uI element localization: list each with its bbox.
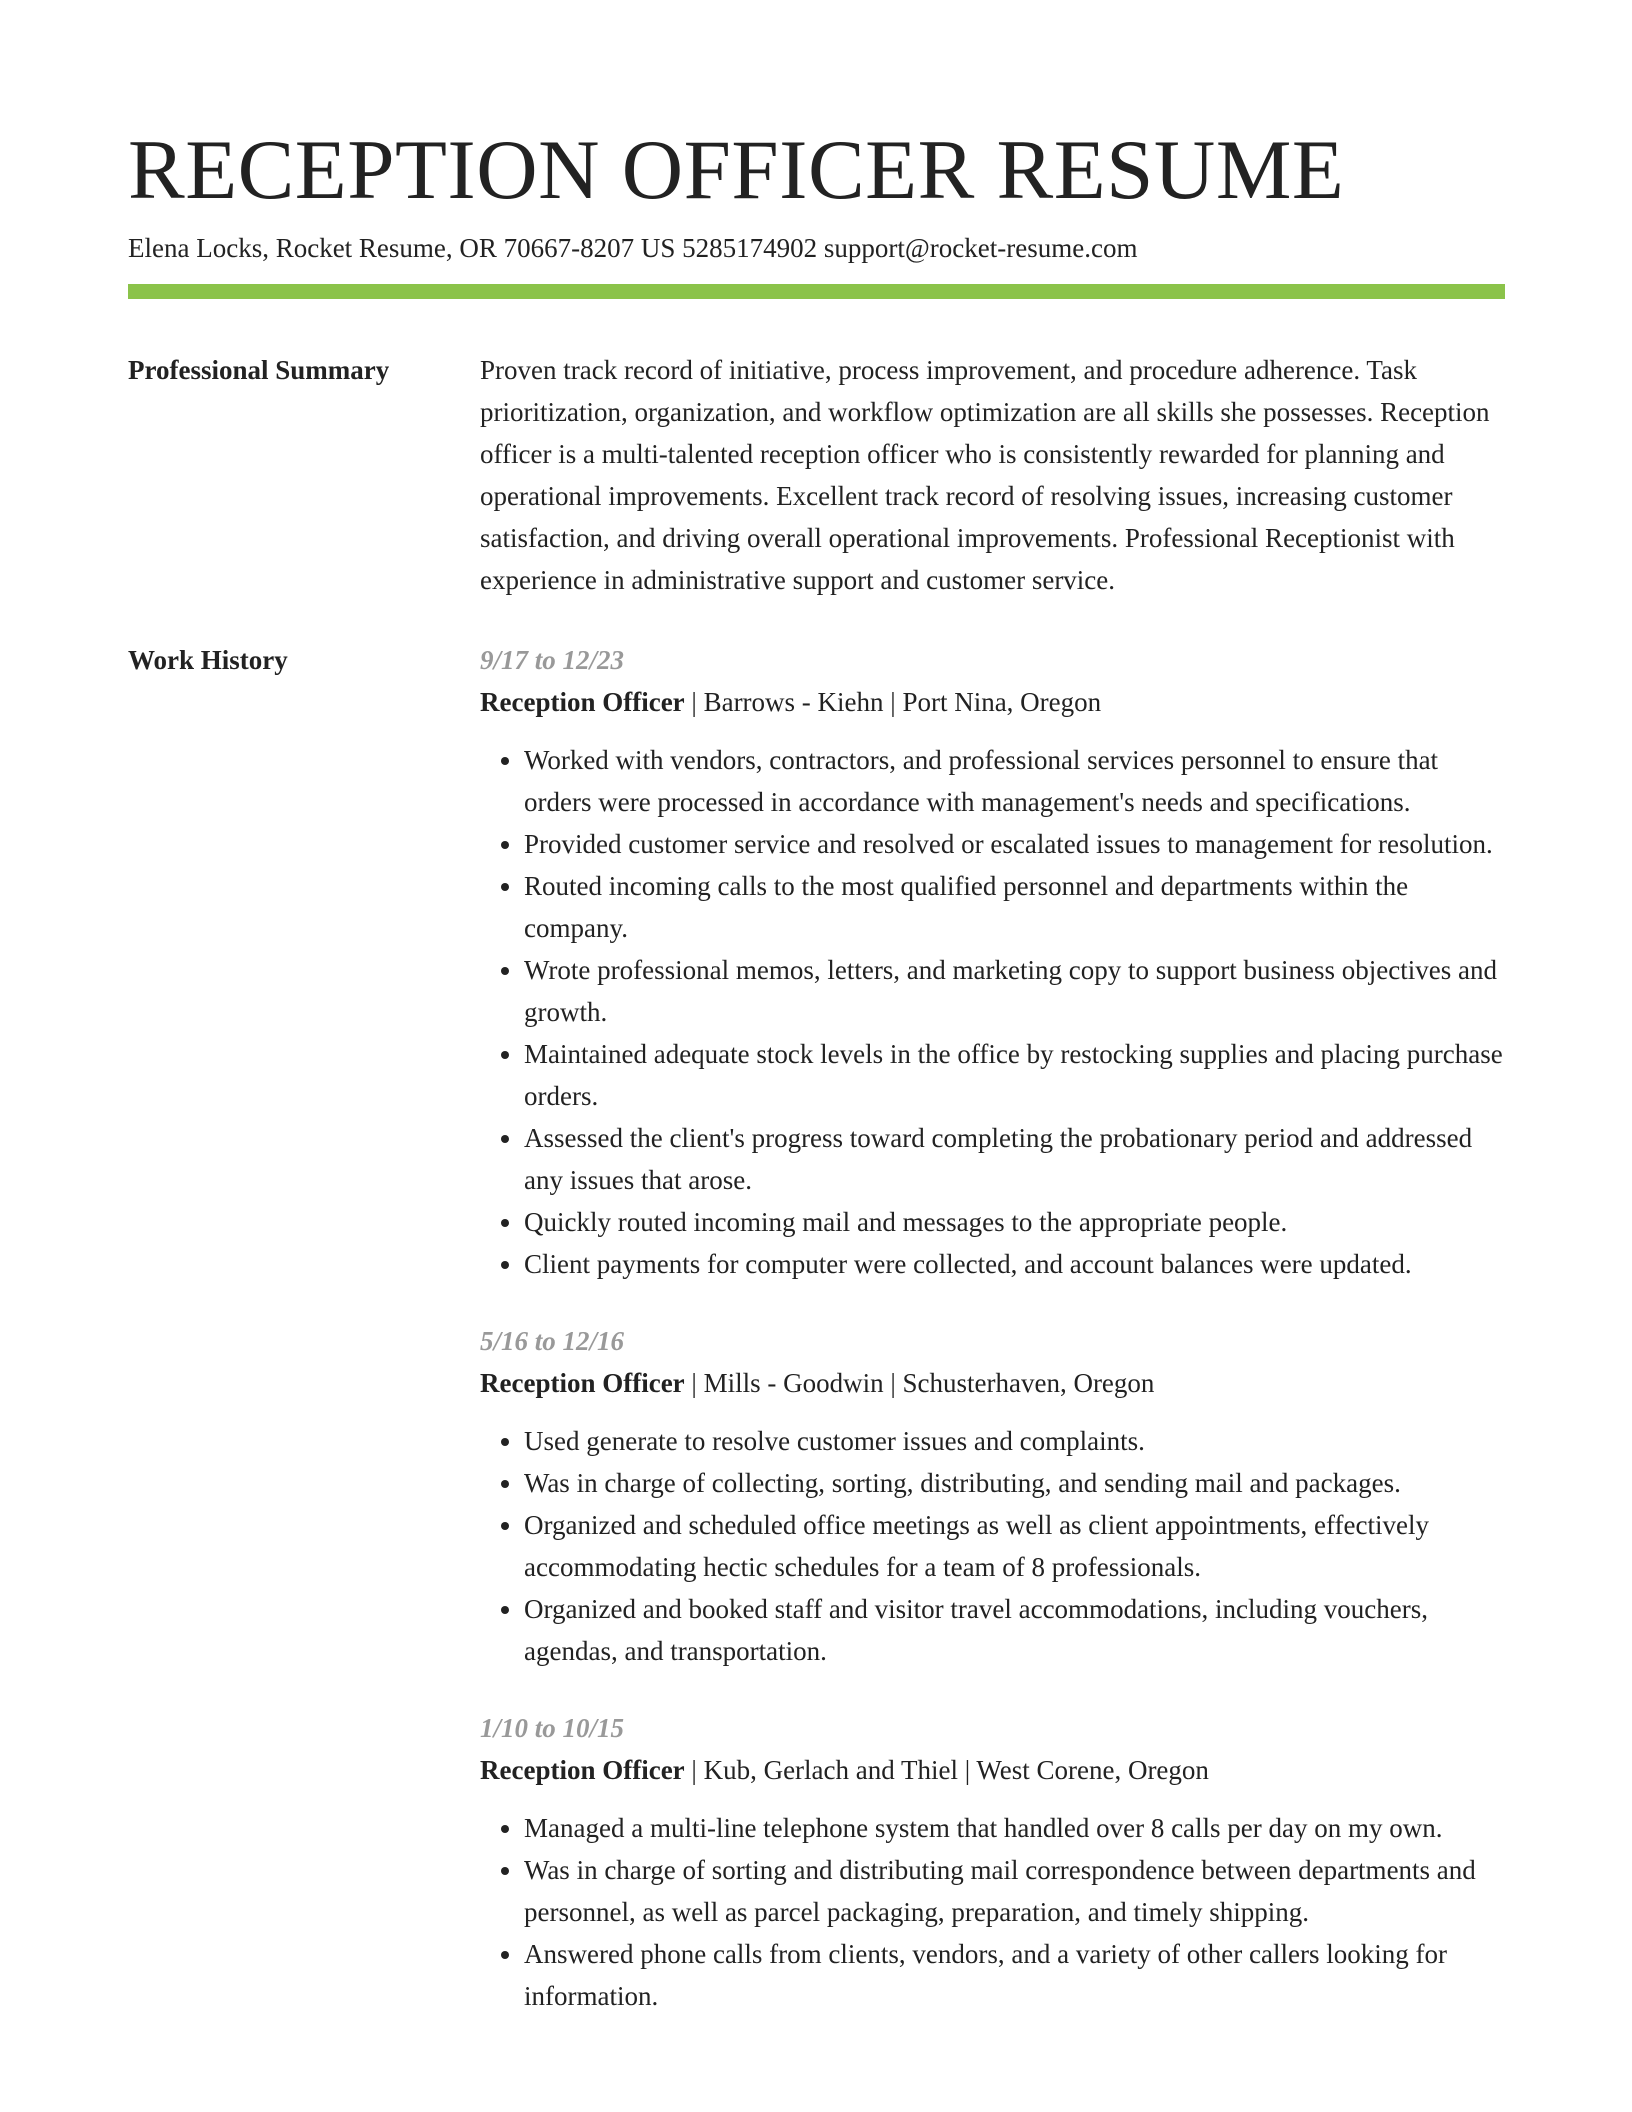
job-bullet: • Client payments for computer were collected, and account balances were updated. [524, 1243, 1505, 1285]
job-details: | Kub, Gerlach and Thiel | West Corene, Oregon [684, 1755, 1209, 1785]
accent-divider [128, 284, 1505, 299]
work-history-list [480, 639, 1505, 2052]
job-entry [480, 1707, 1505, 2017]
job-bullet: • Organized and booked staff and visitor travel accommodations, including vouchers, agendas, and transportation. [524, 1588, 1505, 1672]
work-history-section [128, 639, 1505, 2052]
job-bullet: • Provided customer service and resolved or escalated issues to management for resolution. [524, 823, 1505, 865]
job-heading [480, 1749, 1505, 1791]
job-dates: 5/16 to 12/16 [480, 1326, 625, 1356]
job-bullet: • Organized and scheduled office meetings as well as client appointments, effectively accommodating hectic schedules for a team of 8 professionals. [524, 1504, 1505, 1588]
contact-line: Elena Locks, Rocket Resume, OR 70667-8207 US 5285174902 support@rocket-resume.com [128, 233, 1138, 263]
job-bullet: • Was in charge of collecting, sorting, distributing, and sending mail and packages. [524, 1462, 1505, 1504]
job-title: Reception Officer [480, 1755, 685, 1785]
job-bullet-list [480, 1420, 1505, 1672]
job-bullet: • Quickly routed incoming mail and messages to the appropriate people. [524, 1201, 1505, 1243]
job-details: | Barrows - Kiehn | Port Nina, Oregon [684, 687, 1102, 717]
job-bullet: • Maintained adequate stock levels in the office by restocking supplies and placing purchase orders. [524, 1033, 1505, 1117]
job-heading [480, 1362, 1505, 1404]
job-bullet: • Was in charge of sorting and distributing mail correspondence between departments and personnel, as well as parcel packaging, preparation, and timely shipping. [524, 1849, 1505, 1933]
job-title: Reception Officer [480, 1368, 685, 1398]
job-entry [480, 639, 1505, 1285]
job-bullet: • Wrote professional memos, letters, and marketing copy to support business objectives and growth. [524, 949, 1505, 1033]
job-heading [480, 681, 1505, 723]
job-entry [480, 1320, 1505, 1672]
professional-summary-section [128, 349, 1505, 601]
job-bullet-list [480, 1807, 1505, 2017]
job-bullet: • Used generate to resolve customer issues and complaints. [524, 1420, 1505, 1462]
job-bullet: • Worked with vendors, contractors, and professional services personnel to ensure that orders were processed in accordance with management's needs and specifications. [524, 739, 1505, 823]
job-dates: 9/17 to 12/23 [480, 645, 625, 675]
section-label-work-history: Work History [128, 645, 288, 675]
job-bullet: • Answered phone calls from clients, vendors, and a variety of other callers looking for information. [524, 1933, 1505, 2017]
job-details: | Mills - Goodwin | Schusterhaven, Oregon [684, 1368, 1155, 1398]
job-dates: 1/10 to 10/15 [480, 1713, 625, 1743]
job-title: Reception Officer [480, 687, 685, 717]
resume-page [128, 0, 1505, 2052]
section-label-summary: Professional Summary [128, 355, 390, 385]
job-bullet-list [480, 739, 1505, 1285]
job-bullet: • Routed incoming calls to the most qualified personnel and departments within the company. [524, 865, 1505, 949]
job-bullet: • Managed a multi-line telephone system that handled over 8 calls per day on my own. [524, 1807, 1505, 1849]
summary-text: Proven track record of initiative, process improvement, and procedure adherence. Task prioritization, organization, and workflow optimization are all skills she possesses. Reception officer is a multi-talented reception officer who is consistently rewarded for planning and operational improvements. Excellent track record of resolving issues, increasing customer satisfaction, and driving overall operational improvements. Professional Receptionist with experience in administrative support and customer service. [480, 355, 1490, 595]
job-bullet: • Assessed the client's progress toward completing the probationary period and addressed any issues that arose. [524, 1117, 1505, 1201]
resume-title: RECEPTION OFFICER RESUME [128, 123, 1345, 217]
